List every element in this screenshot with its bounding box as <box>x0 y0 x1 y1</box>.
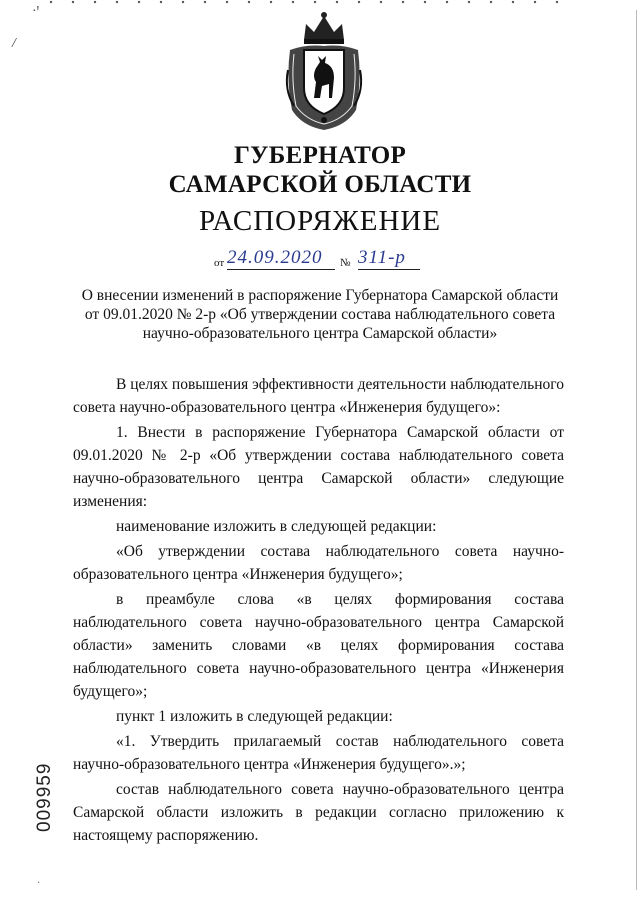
registration-stamp: 009959 <box>34 762 55 832</box>
body-paragraph: «Об утверждении состава наблюдательного совета научно-образовательного центра «Инженерия будущего»; <box>73 543 564 583</box>
handwritten-number: 311-р <box>358 247 420 270</box>
subject-line: О внесении изменений в распоряжение Губернатора Самарской области <box>81 287 559 304</box>
document-body <box>73 373 564 847</box>
document-subject <box>60 286 580 343</box>
body-paragraph: «1. Утвердить прилагаемый состав наблюдательного совета научно-образовательного центра «Инженерия будущего».»; <box>73 733 564 773</box>
body-paragraph: пункт 1 изложить в следующей редакции: <box>116 708 393 725</box>
scan-mark: ·ꞌ <box>32 4 40 19</box>
subject-line: научно-образовательного центра Самарской области» <box>142 325 498 342</box>
document-date-number <box>214 247 444 271</box>
handwritten-date: 24.09.2020 <box>227 247 335 270</box>
title-region: САМАРСКОЙ ОБЛАСТИ <box>168 171 472 198</box>
coat-of-arms-emblem <box>282 10 366 132</box>
title-governor: ГУБЕРНАТОР <box>233 142 407 169</box>
body-paragraph: В целях повышения эффективности деятельности наблюдательного совета научно-образовательного центра «Инженерия будущего»: <box>73 376 564 416</box>
number-label: № <box>340 257 351 269</box>
body-paragraph: 1. Внести в распоряжение Губернатора Самарской области от 09.01.2020 № 2-р «Об утверждении состава наблюдательного совета научно-образовательного центра Самарской области» следующие изменения: <box>73 424 564 510</box>
body-paragraph: состав наблюдательного совета научно-образовательного центра Самарской области изложить в редакции согласно приложению к настоящему распоряжению. <box>73 781 564 844</box>
scan-dot: · <box>37 878 41 889</box>
body-paragraph: в преамбуле слова «в целях формирования состава наблюдательного совета научно-образовательного центра Самарской области» заменить словами «в целях формирования состава наблюдательного совета научно-образовательного центра «Инженерия будущего»; <box>73 591 564 700</box>
body-paragraph: наименование изложить в следующей редакции: <box>116 518 437 535</box>
pencil-mark: / <box>12 36 16 51</box>
top-perforation <box>40 0 570 4</box>
document-type: РАСПОРЯЖЕНИЕ <box>198 205 442 237</box>
date-label: от <box>214 257 225 269</box>
subject-line: от 09.01.2020 № 2-р «Об утверждении состава наблюдательного совета <box>84 306 556 323</box>
